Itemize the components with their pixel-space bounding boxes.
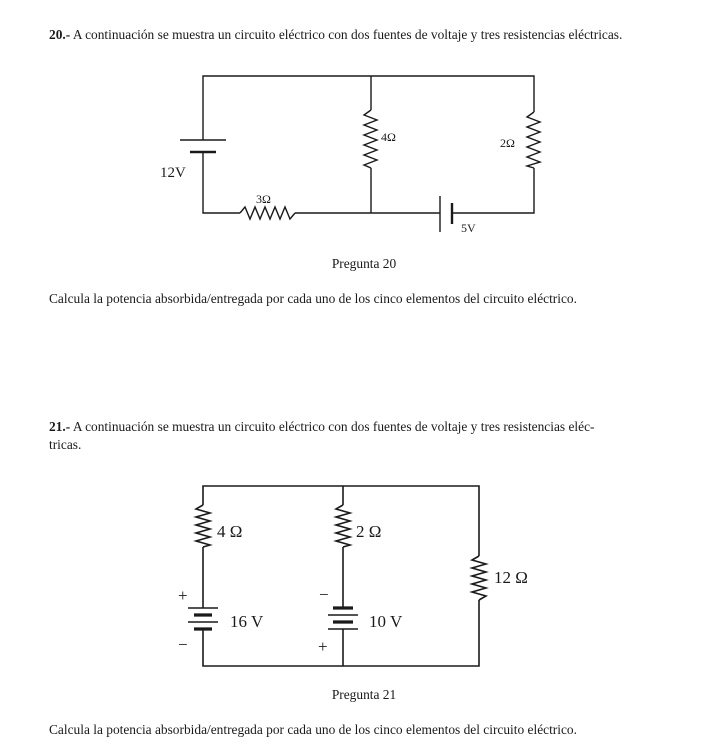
q21-resistor-2ohm	[336, 505, 350, 547]
q20-caption: Pregunta 20	[331, 256, 397, 271]
q20-question: Calcula la potencia absorbida/entregada por cada uno de los cinco elementos del circuito eléctrico.	[49, 291, 577, 306]
q20-label-12v: 12V	[160, 165, 186, 181]
q21-statement-line2: tricas.	[49, 437, 82, 452]
q20-label-3ohm: 3Ω	[256, 192, 271, 206]
q21-caption: Pregunta 21	[331, 687, 397, 702]
q21-label-4ohm: 4 Ω	[217, 522, 243, 541]
q21-resistor-4ohm	[196, 505, 210, 547]
q20-statement-text: A continuación se muestra un circuito eléctrico con dos fuentes de voltaje y tres resistencias eléctricas.	[72, 27, 623, 42]
q21-wire-right-bottom	[203, 600, 479, 666]
q20-number: 20.-	[49, 27, 71, 42]
q21-number: 21.-	[49, 419, 71, 434]
q21-label-2ohm: 2 Ω	[356, 522, 382, 541]
q21-10v-plus-sign: +	[318, 637, 328, 656]
q21-10v-minus-sign: −	[319, 585, 329, 604]
q21-label-10v: 10 V	[369, 612, 403, 631]
q21-16v-minus-sign: −	[178, 635, 188, 654]
q20-label-5v: 5V	[461, 221, 476, 235]
q20-label-2ohm: 2Ω	[500, 136, 515, 150]
q21-label-16v: 16 V	[230, 612, 264, 631]
q21-16v-plus-sign: +	[178, 586, 188, 605]
q21-wire-top	[203, 486, 479, 556]
q21-label-12ohm: 12 Ω	[494, 568, 528, 587]
q21-question: Calcula la potencia absorbida/entregada por cada uno de los cinco elementos del circuito eléctrico.	[49, 722, 577, 737]
q21-resistor-12ohm	[472, 556, 486, 600]
q20-label-4ohm: 4Ω	[381, 130, 396, 144]
q21-statement-line1: A continuación se muestra un circuito eléctrico con dos fuentes de voltaje y tres resistencias eléc-	[72, 419, 595, 434]
